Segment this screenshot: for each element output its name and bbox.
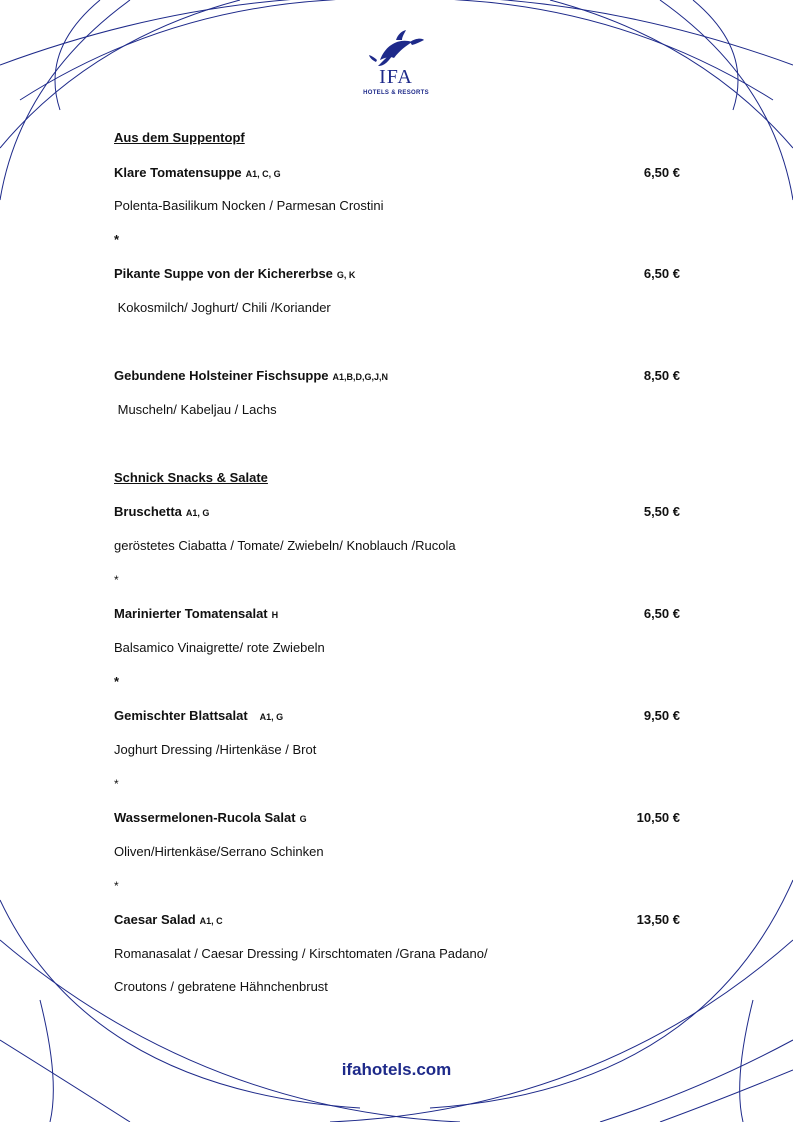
- item-separator: *: [114, 232, 120, 247]
- dish-description: Joghurt Dressing /Hirtenkäse / Brot: [114, 742, 317, 757]
- section-heading-snacks-salads: Schnick Snacks & Salate: [114, 470, 268, 485]
- dish-name: Bruschetta: [114, 504, 182, 519]
- allergen-codes: A1, C, G: [245, 169, 281, 179]
- dish-price: 5,50 €: [643, 504, 680, 519]
- dish-price: 8,50 €: [643, 368, 680, 383]
- dish-description: Muscheln/ Kabeljau / Lachs: [114, 402, 277, 417]
- item-separator: *: [114, 777, 119, 791]
- dish-name: Marinierter Tomatensalat: [114, 606, 268, 621]
- menu-item-name: [114, 708, 283, 725]
- menu-item-name: [114, 504, 209, 521]
- allergen-codes: A1, G: [185, 508, 210, 518]
- dish-price: 10,50 €: [636, 810, 680, 825]
- section-heading-soups: Aus dem Suppentopf: [114, 130, 245, 145]
- menu-item-name: [114, 165, 281, 182]
- allergen-codes: G: [299, 814, 307, 824]
- dish-description: geröstetes Ciabatta / Tomate/ Zwiebeln/ Knoblauch /Rucola: [114, 538, 456, 553]
- dish-name: Gebundene Holsteiner Fischsuppe: [114, 368, 329, 383]
- logo-subtitle: HOTELS & RESORTS: [363, 90, 429, 96]
- dish-description: Balsamico Vinaigrette/ rote Zwiebeln: [114, 640, 325, 655]
- ifa-logo: [356, 28, 436, 102]
- fish-icon: [366, 28, 426, 68]
- menu-item-name: [114, 606, 278, 623]
- menu-item-name: [114, 810, 307, 827]
- menu-item-name: [114, 368, 388, 385]
- dish-price: 13,50 €: [636, 912, 680, 927]
- dish-description: Oliven/Hirtenkäse/Serrano Schinken: [114, 844, 324, 859]
- dish-price: 6,50 €: [643, 606, 680, 621]
- logo-wordmark: IFA: [379, 66, 413, 88]
- dish-description: Polenta-Basilikum Nocken / Parmesan Crostini: [114, 198, 384, 213]
- item-separator: *: [114, 674, 120, 689]
- dish-name: Caesar Salad: [114, 912, 196, 927]
- menu-item-name: [114, 266, 355, 283]
- dish-name: Gemischter Blattsalat: [114, 708, 248, 723]
- allergen-codes: A1, G: [259, 712, 284, 722]
- allergen-codes: G, K: [336, 270, 356, 280]
- dish-name: Pikante Suppe von der Kichererbse: [114, 266, 333, 281]
- item-separator: *: [114, 879, 119, 893]
- dish-price: 9,50 €: [643, 708, 680, 723]
- menu-item-name: [114, 912, 223, 929]
- dish-description: Romanasalat / Caesar Dressing / Kirschtomaten /Grana Padano/: [114, 946, 488, 961]
- dish-price: 6,50 €: [643, 165, 680, 180]
- allergen-codes: A1, C: [199, 916, 223, 926]
- dish-price: 6,50 €: [643, 266, 680, 281]
- allergen-codes: H: [271, 610, 279, 620]
- dish-name: Klare Tomatensuppe: [114, 165, 242, 180]
- allergen-codes: A1,B,D,G,J,N: [332, 372, 389, 382]
- dish-name: Wassermelonen-Rucola Salat: [114, 810, 296, 825]
- dish-description: Kokosmilch/ Joghurt/ Chili /Koriander: [114, 300, 331, 315]
- item-separator: *: [114, 573, 119, 587]
- dish-description: Croutons / gebratene Hähnchenbrust: [114, 979, 328, 994]
- footer-website-link[interactable]: ifahotels.com: [341, 1060, 452, 1079]
